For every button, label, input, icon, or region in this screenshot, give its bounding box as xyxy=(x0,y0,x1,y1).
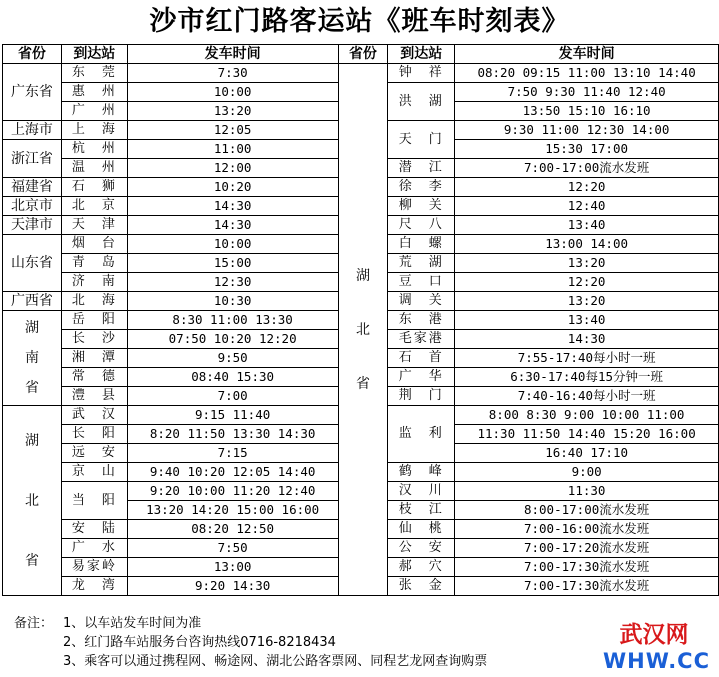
col-header-destination: 到达站 xyxy=(388,45,455,64)
destination-cell: 当 阳 xyxy=(61,482,127,520)
departure-times-cell: 9:30 11:00 12:30 14:00 xyxy=(455,121,719,140)
destination-cell: 尺 八 xyxy=(388,216,455,235)
departure-times-cell: 13:00 14:00 xyxy=(455,235,719,254)
province-cell: 北京市 xyxy=(3,197,62,216)
province-cell: 天津市 xyxy=(3,216,62,235)
departure-times-cell: 7:55-17:40每小时一班 xyxy=(455,349,719,368)
destination-cell: 白 螺 xyxy=(388,235,455,254)
departure-times-cell: 12:20 xyxy=(455,178,719,197)
departure-times-cell: 13:50 15:10 16:10 xyxy=(455,102,719,121)
destination-cell: 天 津 xyxy=(61,216,127,235)
departure-times-cell: 8:00 8:30 9:00 10:00 11:00 xyxy=(455,406,719,425)
destination-cell: 常 德 xyxy=(61,368,127,387)
note-line: 1、以车站发车时间为准 xyxy=(63,616,202,631)
destination-cell: 监 利 xyxy=(388,406,455,463)
departure-times-cell: 11:30 11:50 14:40 15:20 16:00 xyxy=(455,425,719,444)
departure-times-cell: 10:00 xyxy=(127,235,338,254)
col-header-time: 发车时间 xyxy=(127,45,338,64)
departure-times-cell: 08:40 15:30 xyxy=(127,368,338,387)
vertical-label: 湖 北 省 xyxy=(24,432,39,569)
destination-cell: 洪 湖 xyxy=(388,83,455,121)
departure-times-cell: 12:30 xyxy=(127,273,338,292)
destination-cell: 石 首 xyxy=(388,349,455,368)
departure-times-cell: 10:00 xyxy=(127,83,338,102)
destination-cell: 武 汉 xyxy=(61,406,127,425)
destination-cell: 徐 李 xyxy=(388,178,455,197)
destination-cell: 枝 江 xyxy=(388,501,455,520)
destination-cell: 湘 潭 xyxy=(61,349,127,368)
departure-times-cell: 13:20 xyxy=(455,292,719,311)
departure-times-cell: 7:30 xyxy=(127,64,338,83)
departure-times-cell: 08:20 12:50 xyxy=(127,520,338,539)
note-line: 3、乘客可以通过携程网、畅途网、湖北公路客票网、同程艺龙网查询购票 xyxy=(63,654,488,669)
province-cell: 广西省 xyxy=(3,292,62,311)
destination-cell: 公 安 xyxy=(388,539,455,558)
destination-cell: 广 水 xyxy=(61,539,127,558)
departure-times-cell: 8:30 11:00 13:30 xyxy=(127,311,338,330)
departure-times-cell: 16:40 17:10 xyxy=(455,444,719,463)
vertical-label: 湖 北 省 xyxy=(355,267,370,392)
departure-times-cell: 9:15 11:40 xyxy=(127,406,338,425)
departure-times-cell: 9:20 14:30 xyxy=(127,577,338,596)
destination-cell: 钟 祥 xyxy=(388,64,455,83)
destination-cell: 石 狮 xyxy=(61,178,127,197)
destination-cell: 郝 穴 xyxy=(388,558,455,577)
col-header-province: 省份 xyxy=(338,45,388,64)
destination-cell: 北 海 xyxy=(61,292,127,311)
departure-times-cell: 11:00 xyxy=(127,140,338,159)
destination-cell: 青 岛 xyxy=(61,254,127,273)
destination-cell: 东 港 xyxy=(388,311,455,330)
destination-cell: 济 南 xyxy=(61,273,127,292)
watermark-logo xyxy=(603,621,710,673)
destination-cell: 天 门 xyxy=(388,121,455,159)
destination-cell: 豆 口 xyxy=(388,273,455,292)
destination-cell: 烟 台 xyxy=(61,235,127,254)
province-cell xyxy=(3,406,62,596)
departure-times-cell: 7:40-16:40每小时一班 xyxy=(455,387,719,406)
province-cell: 上海市 xyxy=(3,121,62,140)
departure-times-cell: 08:20 09:15 11:00 13:10 14:40 xyxy=(455,64,719,83)
destination-cell: 杭 州 xyxy=(61,140,127,159)
departure-times-cell: 12:00 xyxy=(127,159,338,178)
destination-cell: 长 阳 xyxy=(61,425,127,444)
departure-times-cell: 6:30-17:40每15分钟一班 xyxy=(455,368,719,387)
destination-cell: 仙 桃 xyxy=(388,520,455,539)
departure-times-cell: 9:20 10:00 11:20 12:40 xyxy=(127,482,338,501)
destination-cell: 京 山 xyxy=(61,463,127,482)
departure-times-cell: 14:30 xyxy=(127,197,338,216)
destination-cell: 易家岭 xyxy=(61,558,127,577)
departure-times-cell: 12:20 xyxy=(455,273,719,292)
province-cell: 福建省 xyxy=(3,178,62,197)
departure-times-cell: 14:30 xyxy=(455,330,719,349)
departure-times-cell: 12:05 xyxy=(127,121,338,140)
notes-label: 备注： xyxy=(14,616,54,631)
departure-times-cell: 10:20 xyxy=(127,178,338,197)
departure-times-cell: 8:00-17:00流水发班 xyxy=(455,501,719,520)
destination-cell: 安 陆 xyxy=(61,520,127,539)
vertical-label: 湖 南 省 xyxy=(24,320,39,396)
destination-cell: 远 安 xyxy=(61,444,127,463)
departure-times-cell: 7:00-17:30流水发班 xyxy=(455,577,719,596)
col-header-time: 发车时间 xyxy=(455,45,719,64)
destination-cell: 广 州 xyxy=(61,102,127,121)
destination-cell: 东 莞 xyxy=(61,64,127,83)
watermark-cn: 武汉网 xyxy=(619,622,689,648)
province-cell xyxy=(3,311,62,406)
destination-cell: 毛家港 xyxy=(388,330,455,349)
destination-cell: 荆 门 xyxy=(388,387,455,406)
destination-cell: 上 海 xyxy=(61,121,127,140)
province-cell: 广东省 xyxy=(3,64,62,121)
destination-cell: 惠 州 xyxy=(61,83,127,102)
departure-times-cell: 7:15 xyxy=(127,444,338,463)
departure-times-cell: 11:30 xyxy=(455,482,719,501)
departure-times-cell: 9:50 xyxy=(127,349,338,368)
destination-cell: 鹤 峰 xyxy=(388,463,455,482)
departure-times-cell: 14:30 xyxy=(127,216,338,235)
watermark-en: WHW.CC xyxy=(603,649,710,673)
destination-cell: 柳 关 xyxy=(388,197,455,216)
departure-times-cell: 7:50 xyxy=(127,539,338,558)
departure-times-cell: 13:00 xyxy=(127,558,338,577)
departure-times-cell: 8:20 11:50 13:30 14:30 xyxy=(127,425,338,444)
departure-times-cell: 9:00 xyxy=(455,463,719,482)
departure-times-cell: 7:00 xyxy=(127,387,338,406)
destination-cell: 澧 县 xyxy=(61,387,127,406)
destination-cell: 温 州 xyxy=(61,159,127,178)
header-row xyxy=(3,45,719,64)
destination-cell: 张 金 xyxy=(388,577,455,596)
departure-times-cell: 7:50 9:30 11:40 12:40 xyxy=(455,83,719,102)
table-row xyxy=(3,64,719,83)
schedule-table xyxy=(2,44,719,596)
departure-times-cell: 15:00 xyxy=(127,254,338,273)
departure-times-cell: 10:30 xyxy=(127,292,338,311)
destination-cell: 岳 阳 xyxy=(61,311,127,330)
departure-times-cell: 07:50 10:20 12:20 xyxy=(127,330,338,349)
province-cell xyxy=(338,64,388,596)
province-cell: 山东省 xyxy=(3,235,62,292)
col-header-province: 省份 xyxy=(3,45,62,64)
departure-times-cell: 7:00-16:00流水发班 xyxy=(455,520,719,539)
note-line: 2、红门路车站服务台咨询热线0716-8218434 xyxy=(63,635,336,650)
departure-times-cell: 13:20 xyxy=(455,254,719,273)
destination-cell: 荒 湖 xyxy=(388,254,455,273)
departure-times-cell: 9:40 10:20 12:05 14:40 xyxy=(127,463,338,482)
destination-cell: 长 沙 xyxy=(61,330,127,349)
departure-times-cell: 13:40 xyxy=(455,311,719,330)
province-cell: 浙江省 xyxy=(3,140,62,178)
departure-times-cell: 7:00-17:30流水发班 xyxy=(455,558,719,577)
departure-times-cell: 13:20 xyxy=(127,102,338,121)
destination-cell: 潜 江 xyxy=(388,159,455,178)
departure-times-cell: 13:40 xyxy=(455,216,719,235)
destination-cell: 汉 川 xyxy=(388,482,455,501)
page-title: 沙市红门路客运站《班车时刻表》 xyxy=(149,6,570,37)
departure-times-cell: 12:40 xyxy=(455,197,719,216)
departure-times-cell: 13:20 14:20 15:00 16:00 xyxy=(127,501,338,520)
col-header-destination: 到达站 xyxy=(61,45,127,64)
departure-times-cell: 7:00-17:20流水发班 xyxy=(455,539,719,558)
departure-times-cell: 15:30 17:00 xyxy=(455,140,719,159)
destination-cell: 龙 湾 xyxy=(61,577,127,596)
destination-cell: 调 关 xyxy=(388,292,455,311)
destination-cell: 广 华 xyxy=(388,368,455,387)
destination-cell: 北 京 xyxy=(61,197,127,216)
departure-times-cell: 7:00-17:00流水发班 xyxy=(455,159,719,178)
